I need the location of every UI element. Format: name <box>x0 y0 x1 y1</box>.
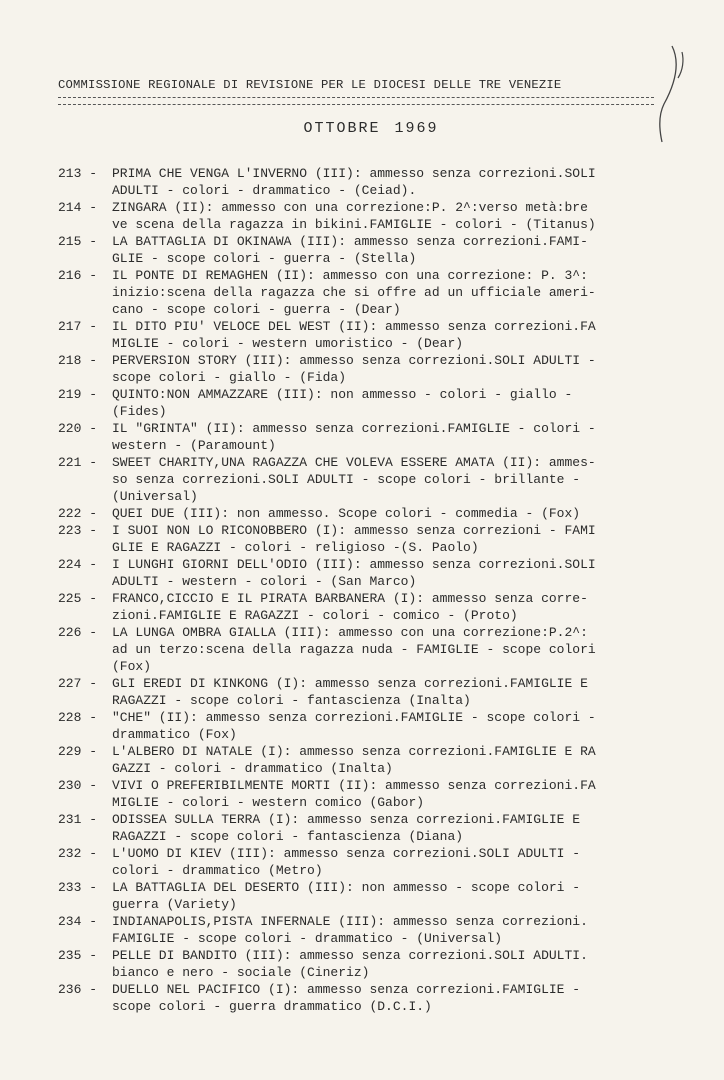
entry-number: 230 - <box>58 778 98 793</box>
entry-number: 235 - <box>58 948 98 963</box>
list-item <box>58 845 678 879</box>
entry-line: GLIE - scope colori - guerra - (Stella) <box>112 251 417 266</box>
list-item <box>58 777 678 811</box>
entry-text <box>112 590 678 624</box>
entry-line: FAMIGLIE - scope colori - drammatico - (Universal) <box>112 931 503 946</box>
document-heading: COMMISSIONE REGIONALE DI REVISIONE PER LE DIOCESI DELLE TRE VENEZIE <box>58 78 562 92</box>
entry-text <box>112 420 678 454</box>
entry-line: so senza correzioni.SOLI ADULTI - scope colori - brillante - <box>112 472 581 487</box>
list-item <box>58 233 678 267</box>
entry-line: IL DITO PIU' VELOCE DEL WEST (II): ammesso senza correzioni.FA <box>112 319 596 334</box>
entry-number: 225 - <box>58 591 98 606</box>
entry-text <box>112 624 678 675</box>
entry-text <box>112 522 678 556</box>
entry-number: 231 - <box>58 812 98 827</box>
entry-list <box>58 165 678 1015</box>
list-item <box>58 590 678 624</box>
entry-text <box>112 318 678 352</box>
entry-number: 217 - <box>58 319 98 334</box>
entry-line: ADULTI - colori - drammatico - (Ceiad). <box>112 183 417 198</box>
entry-line: PERVERSION STORY (III): ammesso senza correzioni.SOLI ADULTI - <box>112 353 596 368</box>
entry-line: (Universal) <box>112 489 198 504</box>
entry-text <box>112 505 678 522</box>
entry-number: 220 - <box>58 421 98 436</box>
entry-text <box>112 879 678 913</box>
list-item <box>58 947 678 981</box>
entry-line: L'ALBERO DI NATALE (I): ammesso senza correzioni.FAMIGLIE E RA <box>112 744 596 759</box>
entry-line: INDIANAPOLIS,PISTA INFERNALE (III): ammesso senza correzioni. <box>112 914 588 929</box>
entry-line: RAGAZZI - scope colori - fantascienza (Inalta) <box>112 693 471 708</box>
entry-number: 221 - <box>58 455 98 470</box>
entry-line: drammatico (Fox) <box>112 727 237 742</box>
entry-text <box>112 386 678 420</box>
entry-line: scope colori - guerra drammatico (D.C.I.) <box>112 999 432 1014</box>
entry-text <box>112 947 678 981</box>
list-item <box>58 981 678 1015</box>
entry-line: VIVI O PREFERIBILMENTE MORTI (II): ammesso senza correzioni.FA <box>112 778 596 793</box>
entry-text <box>112 556 678 590</box>
entry-line: FRANCO,CICCIO E IL PIRATA BARBANERA (I): ammesso senza corre- <box>112 591 588 606</box>
entry-line: MIGLIE - colori - western comico (Gabor) <box>112 795 425 810</box>
list-item <box>58 352 678 386</box>
entry-line: ADULTI - western - colori - (San Marco) <box>112 574 417 589</box>
entry-text <box>112 777 678 811</box>
entry-number: 228 - <box>58 710 98 725</box>
entry-number: 233 - <box>58 880 98 895</box>
list-item <box>58 165 678 199</box>
entry-line: guerra (Variety) <box>112 897 237 912</box>
entry-line: GLIE E RAGAZZI - colori - religioso -(S. Paolo) <box>112 540 479 555</box>
entry-line: bianco e nero - sociale (Cineriz) <box>112 965 370 980</box>
entry-text <box>112 675 678 709</box>
month-title-text: OTTOBRE 1969 <box>303 120 439 137</box>
entry-line: RAGAZZI - scope colori - fantascienza (Diana) <box>112 829 464 844</box>
entry-number: 223 - <box>58 523 98 538</box>
entry-text <box>112 811 678 845</box>
entry-line: LA BATTAGLIA DEL DESERTO (III): non ammesso - scope colori - <box>112 880 581 895</box>
entry-line: IL "GRINTA" (II): ammesso senza correzioni.FAMIGLIE - colori - <box>112 421 596 436</box>
entry-line: L'UOMO DI KIEV (III): ammesso senza correzioni.SOLI ADULTI - <box>112 846 581 861</box>
entry-line: DUELLO NEL PACIFICO (I): ammesso senza correzioni.FAMIGLIE - <box>112 982 581 997</box>
entry-line: colori - drammatico (Metro) <box>112 863 323 878</box>
handwritten-bracket-mark-icon <box>650 42 690 162</box>
list-item <box>58 267 678 318</box>
list-item <box>58 454 678 505</box>
entry-text <box>112 743 678 777</box>
list-item <box>58 675 678 709</box>
entry-text <box>112 913 678 947</box>
entry-number: 213 - <box>58 166 98 181</box>
entry-line: MIGLIE - colori - western umoristico - (Dear) <box>112 336 464 351</box>
list-item <box>58 505 678 522</box>
list-item <box>58 743 678 777</box>
entry-number: 227 - <box>58 676 98 691</box>
list-item <box>58 879 678 913</box>
entry-text <box>112 352 678 386</box>
entry-line: scope colori - giallo - (Fida) <box>112 370 347 385</box>
entry-text <box>112 709 678 743</box>
entry-line: QUINTO:NON AMMAZZARE (III): non ammesso - colori - giallo - <box>112 387 573 402</box>
entry-line: PRIMA CHE VENGA L'INVERNO (III): ammesso senza correzioni.SOLI <box>112 166 596 181</box>
entry-line: GAZZI - colori - drammatico (Inalta) <box>112 761 393 776</box>
entry-text <box>112 165 678 199</box>
entry-line: QUEI DUE (III): non ammesso. Scope colori - commedia - (Fox) <box>112 506 581 521</box>
entry-number: 215 - <box>58 234 98 249</box>
list-item <box>58 199 678 233</box>
entry-line: IL PONTE DI REMAGHEN (II): ammesso con una correzione: P. 3^: <box>112 268 588 283</box>
entry-number: 224 - <box>58 557 98 572</box>
entry-text <box>112 454 678 505</box>
list-item <box>58 624 678 675</box>
entry-number: 226 - <box>58 625 98 640</box>
entry-number: 218 - <box>58 353 98 368</box>
entry-line: I SUOI NON LO RICONOBBERO (I): ammesso senza correzioni - FAMI <box>112 523 596 538</box>
entry-line: PELLE DI BANDITO (III): ammesso senza correzioni.SOLI ADULTI. <box>112 948 588 963</box>
entry-number: 214 - <box>58 200 98 215</box>
entry-number: 236 - <box>58 982 98 997</box>
entry-number: 222 - <box>58 506 98 521</box>
entry-line: zioni.FAMIGLIE E RAGAZZI - colori - comico - (Proto) <box>112 608 518 623</box>
list-item <box>58 386 678 420</box>
entry-text <box>112 267 678 318</box>
list-item <box>58 556 678 590</box>
list-item <box>58 318 678 352</box>
month-title <box>0 120 724 137</box>
entry-number: 234 - <box>58 914 98 929</box>
entry-line: ZINGARA (II): ammesso con una correzione:P. 2^:verso metà:bre <box>112 200 588 215</box>
list-item <box>58 709 678 743</box>
entry-number: 232 - <box>58 846 98 861</box>
entry-number: 219 - <box>58 387 98 402</box>
entry-line: (Fox) <box>112 659 152 674</box>
entry-line: LA LUNGA OMBRA GIALLA (III): ammesso con una correzione:P.2^: <box>112 625 588 640</box>
entry-line: ve scena della ragazza in bikini.FAMIGLIE - colori - (Titanus) <box>112 217 596 232</box>
entry-line: cano - scope colori - guerra - (Dear) <box>112 302 401 317</box>
entry-line: "CHE" (II): ammesso senza correzioni.FAMIGLIE - scope colori - <box>112 710 596 725</box>
entry-line: western - (Paramount) <box>112 438 276 453</box>
entry-text <box>112 233 678 267</box>
entry-line: ad un terzo:scena della ragazza nuda - FAMIGLIE - scope colori <box>112 642 596 657</box>
entry-line: GLI EREDI DI KINKONG (I): ammesso senza correzioni.FAMIGLIE E <box>112 676 588 691</box>
entry-line: ODISSEA SULLA TERRA (I): ammesso senza correzioni.FAMIGLIE E <box>112 812 581 827</box>
list-item <box>58 811 678 845</box>
entry-line: LA BATTAGLIA DI OKINAWA (III): ammesso senza correzioni.FAMI- <box>112 234 588 249</box>
entry-line: I LUNGHI GIORNI DELL'ODIO (III): ammesso senza correzioni.SOLI <box>112 557 596 572</box>
list-item <box>58 522 678 556</box>
heading-divider <box>58 97 654 105</box>
entry-number: 216 - <box>58 268 98 283</box>
entry-text <box>112 845 678 879</box>
list-item <box>58 913 678 947</box>
entry-line: inizio:scena della ragazza che si offre ad un ufficiale ameri- <box>112 285 596 300</box>
entry-line: (Fides) <box>112 404 167 419</box>
list-item <box>58 420 678 454</box>
entry-text <box>112 199 678 233</box>
entry-number: 229 - <box>58 744 98 759</box>
entry-line: SWEET CHARITY,UNA RAGAZZA CHE VOLEVA ESSERE AMATA (II): ammes- <box>112 455 596 470</box>
entry-text <box>112 981 678 1015</box>
